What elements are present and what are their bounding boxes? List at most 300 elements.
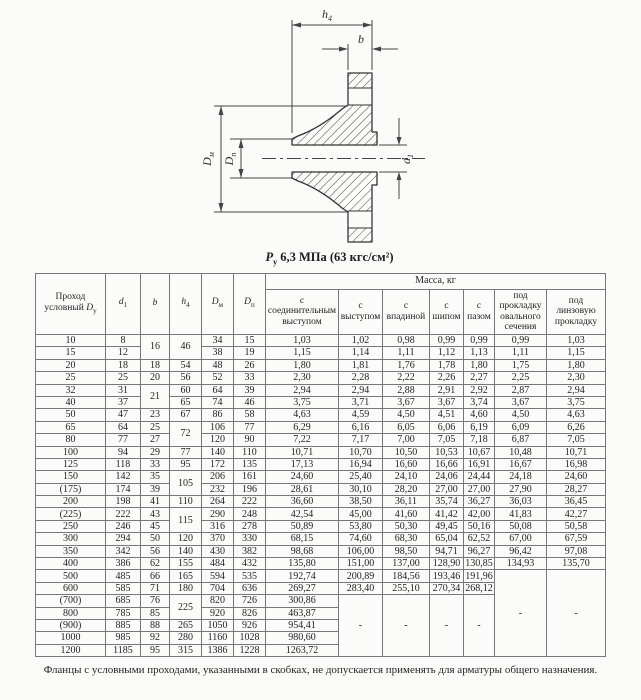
value-cell: 980,60 [265,632,338,644]
value-cell: 96,42 [494,545,546,557]
value-cell: 120 [169,533,201,545]
table-row [35,545,605,557]
value-cell: 140 [201,446,233,458]
value-cell: 290 [201,508,233,520]
value-cell: 96,27 [463,545,494,557]
table-row [35,533,605,545]
flange-drawing-svg [0,0,641,248]
value-cell: 155 [169,558,201,570]
value-cell: 16,94 [338,458,382,470]
value-cell: 67,59 [546,533,605,545]
value-cell: 58 [233,409,265,421]
table-row [35,446,605,458]
table-row [35,335,605,347]
value-cell: 25 [140,421,169,433]
value-cell: 64 [105,421,140,433]
dy-cell: 65 [35,421,105,433]
value-cell: 50,08 [494,520,546,532]
value-cell: 7,00 [382,434,429,446]
value-cell: 38,50 [338,496,382,508]
value-cell: 161 [233,471,265,483]
value-cell: 0,99 [494,335,546,347]
value-cell: 95 [169,458,201,470]
value-cell: 222 [233,496,265,508]
dy-cell: 100 [35,446,105,458]
value-cell: 2,92 [463,384,494,396]
value-cell: 432 [233,558,265,570]
flange-upper-section [292,73,377,145]
value-cell: 95 [140,644,169,656]
value-cell: 10,50 [382,446,429,458]
value-cell: 16,98 [546,458,605,470]
value-cell: 50,58 [546,520,605,532]
value-cell: 12 [105,347,140,359]
value-cell: 33 [233,372,265,384]
value-cell: 463,87 [265,607,338,619]
value-cell: 19 [233,347,265,359]
dy-cell: (175) [35,483,105,495]
value-cell: 94,71 [429,545,463,557]
dy-cell: 80 [35,434,105,446]
dy-cell: 800 [35,607,105,619]
value-cell: 106,00 [338,545,382,557]
table-row [35,496,605,508]
value-cell: 45,00 [338,508,382,520]
col-header-b [140,273,169,335]
col-header-d1 [105,273,140,335]
value-cell: 926 [233,619,265,631]
value-cell: 278 [233,520,265,532]
value-cell: 4,51 [429,409,463,421]
value-cell: 820 [201,595,233,607]
value-cell: 726 [233,595,265,607]
value-cell: 60 [169,384,201,396]
value-cell: 90 [233,434,265,446]
value-cell: 6,09 [494,421,546,433]
value-cell: 268,12 [465,582,493,594]
value-cell: 94 [105,446,140,458]
flange-dimensions-table [35,273,606,658]
table-row [35,458,605,470]
value-cell: 17,13 [265,458,338,470]
value-cell: 484 [201,558,233,570]
value-cell: 636 [233,582,265,594]
value-cell: 74,60 [338,533,382,545]
value-cell: 885 [105,619,140,631]
value-cell: 68,15 [265,533,338,545]
table-row [35,570,605,582]
value-cell: 20 [140,372,169,384]
dy-cell: 125 [35,458,105,470]
dy-cell: 500 [35,570,105,582]
value-cell: 118 [105,458,140,470]
value-cell: 34 [201,335,233,347]
dy-cell: 25 [35,372,105,384]
value-cell: 24,60 [546,471,605,483]
value-cell: 50,89 [265,520,338,532]
value-cell: 2,27 [463,372,494,384]
value-cell: 97,08 [546,545,605,557]
value-cell: 4,50 [382,409,429,421]
value-cell: 6,87 [494,434,546,446]
value-cell: 222 [105,508,140,520]
value-cell: 3,75 [265,396,338,408]
dy-cell: 200 [35,496,105,508]
value-cell: 0,99 [463,335,494,347]
value-cell: 1,80 [546,359,605,371]
value-cell: 192,74 [265,570,338,582]
value-cell: 193,46 [429,570,463,582]
col-header-dp-subscript: п [251,301,255,310]
value-cell: 98,50 [382,545,429,557]
value-cell: 1028 [233,632,265,644]
dy-cell: (900) [35,619,105,631]
value-cell: 52 [201,372,233,384]
value-cell: 42,54 [265,508,338,520]
value-cell: 1,11 [382,347,429,359]
col-header-mass-paz: с пазом [463,289,494,335]
value-cell: 206 [201,471,233,483]
value-cell: 2,94 [546,384,605,396]
value-cell: 105 [169,471,201,496]
value-cell: 1185 [105,644,140,656]
value-cell: 41,83 [494,508,546,520]
value-cell: 7,05 [429,434,463,446]
value-cell: 72 [169,421,201,446]
value-cell: 36,11 [382,496,429,508]
value-cell: 1,76 [382,359,429,371]
value-cell: 3,67 [382,396,429,408]
table-row [35,384,605,396]
value-cell: 2,30 [265,372,338,384]
dy-cell: 15 [35,347,105,359]
col-header-h4-subscript: 4 [186,301,190,310]
bolt-hole-top [349,88,371,105]
value-cell: 10,71 [265,446,338,458]
value-cell: 135,70 [546,558,605,570]
value-cell: 41,42 [429,508,463,520]
value-cell: 130,85 [465,558,493,570]
col-header-mass-conn: с соединительным выступом [265,289,338,335]
value-cell: 172 [201,458,233,470]
value-cell: 64 [201,384,233,396]
value-cell: 27,90 [494,483,546,495]
footnote: Фланцы с условными проходами, указанными в скобках, не допускается применять для арматуры общего назначения. [43,664,598,677]
value-cell: 196 [233,483,265,495]
col-header-dm-subscript: м [218,301,224,310]
value-cell: 16,60 [382,458,429,470]
value-cell: 594 [201,570,233,582]
value-cell: 37 [105,396,140,408]
value-cell: 28,27 [546,483,605,495]
value-cell: 1,75 [494,359,546,371]
value-cell: 151,00 [338,558,382,570]
value-cell: 41,60 [382,508,429,520]
value-cell: 4,63 [265,409,338,421]
value-cell: 24,44 [463,471,494,483]
value-cell: 2,91 [429,384,463,396]
dy-cell: 10 [35,335,105,347]
value-cell: 232 [201,483,233,495]
value-cell: 270,34 [429,582,463,594]
value-cell: 3,74 [463,396,494,408]
col-header-dp-symbol: D [244,297,252,308]
value-cell: 2,28 [338,372,382,384]
col-header-dm [201,273,233,335]
value-cell: 135 [233,458,265,470]
value-cell: 10,67 [463,446,494,458]
value-cell: 74 [201,396,233,408]
value-cell: 2,94 [338,384,382,396]
value-cell: 21 [140,384,169,409]
value-cell: 48 [201,359,233,371]
value-cell: 954,41 [265,619,338,631]
value-cell: 29 [140,446,169,458]
value-cell: 3,71 [338,396,382,408]
value-cell: 24,06 [429,471,463,483]
pressure-symbol: P [265,250,274,264]
value-cell: 6,26 [546,421,605,433]
dy-cell: 600 [35,582,105,594]
value-cell: - [546,570,605,657]
value-cell: 36,03 [494,496,546,508]
value-cell: 62 [140,558,169,570]
value-cell: 2,30 [546,372,605,384]
value-cell: 0,98 [382,335,429,347]
value-cell: 184,56 [382,570,429,582]
value-cell: 370 [201,533,233,545]
value-cell: 1,15 [546,347,605,359]
dim-b-label: b [358,32,364,46]
value-cell: 535 [233,570,265,582]
value-cell: 1,12 [429,347,463,359]
value-cell: 50,16 [463,520,494,532]
value-cell: 330 [233,533,265,545]
value-cell: 3,67 [494,396,546,408]
dy-cell: 20 [35,359,105,371]
value-cell: 1,02 [338,335,382,347]
col-header-d1-symbol: d [118,297,124,308]
value-cell: 294 [105,533,140,545]
value-cell: 10,71 [546,446,605,458]
value-cell: 27 [140,434,169,446]
value-cell: 2,94 [265,384,338,396]
value-cell: 4,50 [494,409,546,421]
header-row-group [35,273,605,289]
dy-cell: 300 [35,533,105,545]
value-cell: 128,90 [429,558,463,570]
value-cell: - [494,570,546,657]
flange-lower-section [292,172,377,242]
table-row [35,558,605,570]
value-cell: 342 [105,545,140,557]
pressure-value: 6,3 МПа (63 кгс/см²) [280,250,394,264]
value-cell: 985 [105,632,140,644]
value-cell: 685 [105,595,140,607]
col-header-dm-symbol: D [211,297,219,308]
value-cell: 16 [140,335,169,360]
value-cell: 46 [169,335,201,360]
value-cell: 2,26 [429,372,463,384]
bolt-hole-bottom [349,211,371,228]
value-cell: 246 [105,520,140,532]
table-row [35,471,605,483]
flange-table-body [35,335,605,657]
dy-cell: (700) [35,595,105,607]
value-cell: 255,10 [382,582,429,594]
value-cell: 430 [201,545,233,557]
value-cell: 42,00 [463,508,494,520]
value-cell: 1,81 [338,359,382,371]
value-cell: 88 [140,619,169,631]
value-cell: 56 [169,372,201,384]
value-cell: 43 [140,508,169,520]
value-cell: 33 [140,458,169,470]
value-cell: 54 [169,359,201,371]
value-cell: - [382,595,429,657]
value-cell: 3,75 [546,396,605,408]
value-cell: 180 [169,582,201,594]
value-cell: 2,87 [494,384,546,396]
value-cell: 98,68 [265,545,338,557]
value-cell: 920 [201,607,233,619]
value-cell: 106 [201,421,233,433]
value-cell: 67,00 [494,533,546,545]
col-header-dp [233,273,265,335]
value-cell: 0,99 [429,335,463,347]
value-cell: 269,27 [265,582,338,594]
value-cell: - [338,595,382,657]
table-row [35,409,605,421]
value-cell: 6,06 [429,421,463,433]
value-cell: 2,22 [382,372,429,384]
table-row [35,520,605,532]
value-cell: 1160 [201,632,233,644]
table-row [35,396,605,408]
value-cell: 110 [233,446,265,458]
value-cell: 77 [233,421,265,433]
value-cell: 18 [140,359,169,371]
value-cell: 36,60 [265,496,338,508]
dy-cell: (225) [35,508,105,520]
table-row [35,508,605,520]
value-cell: 50 [140,533,169,545]
value-cell: 42,27 [546,508,605,520]
value-cell: 49,45 [429,520,463,532]
value-cell: 10,53 [429,446,463,458]
value-cell: 1228 [233,644,265,656]
value-cell: 1,78 [429,359,463,371]
table-row [35,347,605,359]
value-cell: 31 [105,384,140,396]
dim-d1-label: $d_1$ [399,154,415,164]
dy-cell: 1000 [35,632,105,644]
value-cell: 35 [140,471,169,483]
value-cell: 248 [233,508,265,520]
value-cell: 28,61 [265,483,338,495]
value-cell: 27,00 [463,483,494,495]
value-cell: 785 [105,607,140,619]
pressure-symbol-subscript: у [273,257,278,267]
value-cell: 10,48 [494,446,546,458]
value-cell: 174 [105,483,140,495]
col-header-dy-label: Проход условный [44,292,86,313]
value-cell: 92 [140,632,169,644]
value-cell: 68,30 [382,533,429,545]
col-header-dy [35,273,105,335]
value-cell: 45 [140,520,169,532]
value-cell: 2,25 [494,372,546,384]
dim-dp [230,139,293,178]
value-cell: 826 [233,607,265,619]
value-cell: 8 [105,335,140,347]
col-header-dy-symbol: D [86,302,94,313]
value-cell: 3,67 [429,396,463,408]
value-cell: 283,40 [338,582,382,594]
value-cell: 142 [105,471,140,483]
value-cell: 1,14 [338,347,382,359]
col-header-dy-subscript: у [93,306,97,315]
value-cell: 26 [233,359,265,371]
value-cell: 56 [140,545,169,557]
value-cell: 15 [233,335,265,347]
flange-drawing [0,0,641,248]
value-cell: 1050 [201,619,233,631]
dy-cell: 40 [35,396,105,408]
dim-dp-label: $D_п$ [222,152,238,166]
table-row [35,359,605,371]
value-cell: 120 [201,434,233,446]
col-header-b-symbol: b [152,298,158,309]
value-cell: 35,74 [429,496,463,508]
dy-cell: 32 [35,384,105,396]
value-cell: 191,96 [465,570,493,582]
dy-cell: 1200 [35,644,105,656]
value-cell: 140 [169,545,201,557]
col-header-d1-subscript: 1 [123,301,128,310]
value-cell: 6,29 [265,421,338,433]
value-cell: 77 [169,446,201,458]
dim-dm-label: $D_м$ [200,152,216,166]
value-cell: 24,18 [494,471,546,483]
value-cell: 265 [169,619,201,631]
value-cell: 77 [105,434,140,446]
col-header-mass-vystup: с выступом [338,289,382,335]
value-cell: 1,80 [463,359,494,371]
value-cell: 300,86 [265,595,338,607]
value-cell: 134,93 [494,558,546,570]
value-cell: 85 [140,607,169,619]
value-cell: 10,70 [338,446,382,458]
col-header-h4 [169,273,201,335]
col-header-mass-oval: под прокладку овального сечения [494,289,546,335]
value-cell: 135,80 [265,558,338,570]
dy-cell: 250 [35,520,105,532]
value-cell: 1,15 [265,347,338,359]
value-cell: 137,00 [382,558,429,570]
value-cell: 1,03 [265,335,338,347]
dy-cell: 350 [35,545,105,557]
table-row [35,372,605,384]
value-cell: 110 [169,496,201,508]
value-cell: - [463,595,494,657]
value-cell: - [429,595,463,657]
value-cell: 7,22 [265,434,338,446]
value-cell: 23 [140,409,169,421]
value-cell: 6,19 [463,421,494,433]
value-cell: 67 [169,409,201,421]
value-cell: 46 [233,396,265,408]
